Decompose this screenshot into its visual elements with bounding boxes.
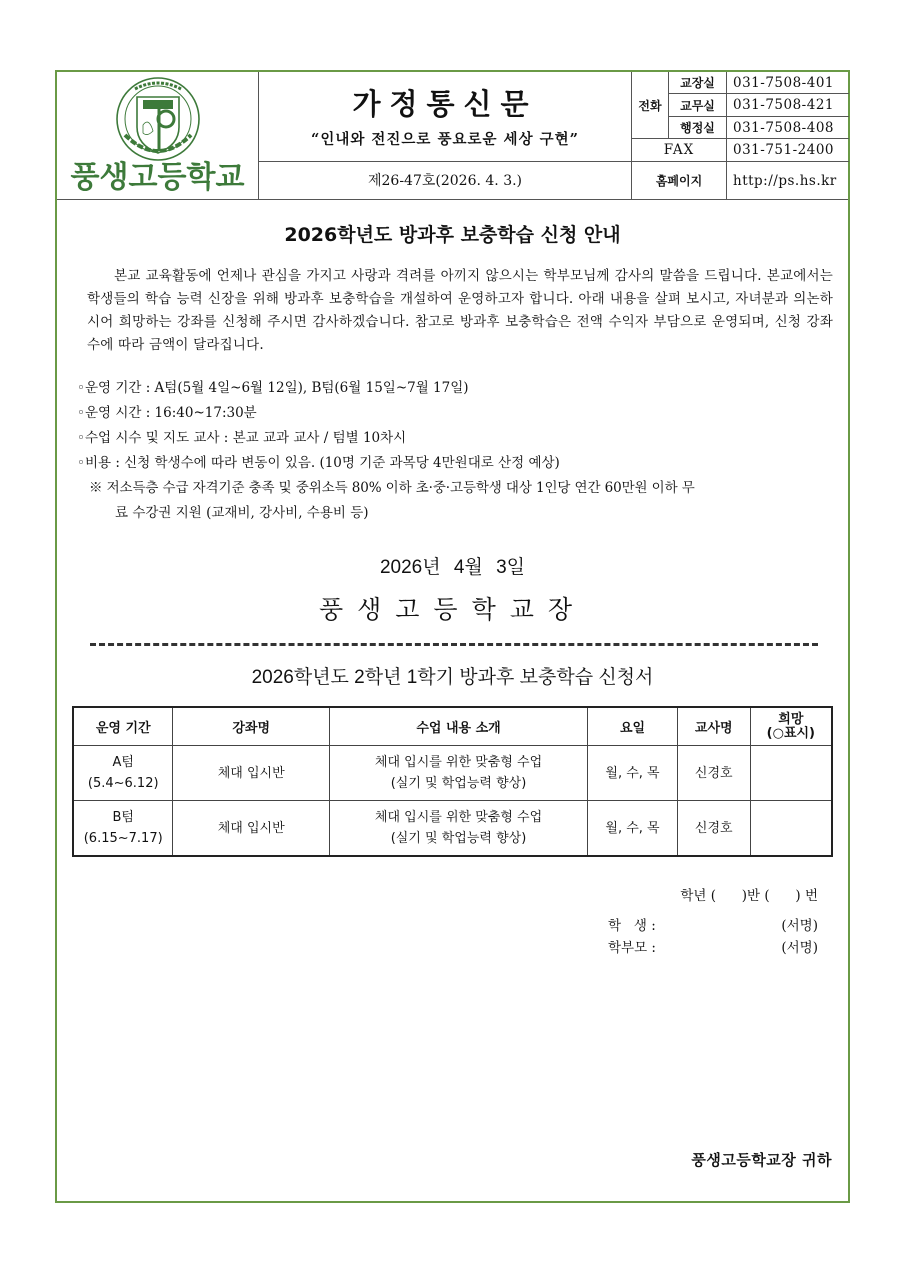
homepage-label: 홈페이지 bbox=[632, 161, 727, 199]
contact-cell bbox=[631, 72, 849, 199]
contact-label-principal: 교장실 bbox=[669, 72, 727, 94]
school-motto: “인내와 전진으로 풍요로운 세상 구현” bbox=[311, 131, 579, 148]
course-cell: 체대 입시반 bbox=[173, 746, 330, 801]
contact-label-admin: 행정실 bbox=[669, 117, 727, 139]
student-signature-field[interactable]: (서명) bbox=[781, 918, 818, 934]
col-period: 운영 기간 bbox=[73, 707, 173, 746]
info-period: ◦운영 기간 : A텀(5월 4일~6월 12일), B텀(6월 15일~7월 17일) bbox=[77, 380, 469, 396]
col-hope bbox=[750, 707, 832, 746]
description-cell bbox=[329, 746, 587, 801]
contact-value-admin: 031-7508-408 bbox=[727, 117, 849, 139]
term-dates: (6.15~7.17) bbox=[83, 831, 163, 846]
notice-title: 2026학년도 방과후 보충학습 신청 안내 bbox=[284, 224, 621, 246]
table-header-row bbox=[73, 707, 832, 746]
support-note-line2: 료 수강권 지원 (교재비, 강사비, 수용비 등) bbox=[115, 505, 369, 521]
table-row bbox=[73, 801, 832, 857]
info-teacher: ◦수업 시수 및 지도 교사 : 본교 교과 교사 / 텀별 10차시 bbox=[77, 430, 407, 446]
term-name: A텀 bbox=[112, 755, 134, 770]
class-number-field[interactable]: 학년 ( )반 ( ) 번 bbox=[680, 888, 818, 904]
period-cell bbox=[73, 801, 173, 857]
info-cost: ◦비용 : 신청 학생수에 따라 변동이 있음. (10명 기준 과목당 4만원대로 산정 예상) bbox=[77, 455, 560, 471]
newsletter-title: 가정통신문 bbox=[352, 87, 538, 121]
fax-value: 031-751-2400 bbox=[733, 142, 835, 158]
col-course: 강좌명 bbox=[173, 707, 330, 746]
fax-label: FAX bbox=[632, 139, 727, 161]
days-cell: 월, 수, 목 bbox=[588, 801, 678, 857]
document-frame bbox=[55, 70, 850, 1203]
homepage-link[interactable]: http://ps.hs.kr bbox=[727, 161, 849, 199]
contact-label-academic: 교무실 bbox=[669, 94, 727, 117]
period-cell bbox=[73, 746, 173, 801]
info-list bbox=[77, 376, 837, 526]
principal-signature: 풍생고등학교장 bbox=[318, 595, 587, 624]
col-description: 수업 내용 소개 bbox=[329, 707, 587, 746]
info-time: ◦운영 시간 : 16:40~17:30분 bbox=[77, 405, 257, 421]
contact-value-principal: 031-7508-401 bbox=[727, 72, 849, 94]
teacher-cell: 신경호 bbox=[677, 746, 750, 801]
term-dates: (5.4~6.12) bbox=[87, 776, 159, 791]
cut-line bbox=[90, 643, 818, 646]
addressee: 풍생고등학교장 귀하 bbox=[691, 1151, 832, 1169]
letterhead bbox=[57, 72, 848, 200]
col-hope-hint: (○표시) bbox=[766, 725, 815, 741]
col-teacher: 교사명 bbox=[677, 707, 750, 746]
title-cell bbox=[259, 72, 631, 199]
col-days: 요일 bbox=[588, 707, 678, 746]
school-name-logo: 풍생고등학교 bbox=[70, 160, 245, 195]
support-note-line1: ※ 저소득층 수급 자격기준 충족 및 중위소득 80% 이하 초·중·고등학생 대상 1인당 연간 60만원 이하 무 bbox=[89, 480, 695, 496]
col-hope-label: 희망 bbox=[778, 711, 804, 727]
description-line2: (실기 및 학업능력 향상) bbox=[390, 831, 527, 846]
hope-checkbox-cell[interactable] bbox=[750, 746, 832, 801]
hope-checkbox-cell[interactable] bbox=[750, 801, 832, 857]
description-line2: (실기 및 학업능력 향상) bbox=[390, 776, 527, 791]
description-line1: 체대 입시를 위한 맞춤형 수업 bbox=[374, 810, 543, 825]
table-row bbox=[73, 746, 832, 801]
contact-value-academic: 031-7508-421 bbox=[727, 94, 849, 117]
description-cell bbox=[329, 801, 587, 857]
parent-signature-field[interactable]: (서명) bbox=[781, 940, 818, 956]
description-line1: 체대 입시를 위한 맞춤형 수업 bbox=[374, 755, 543, 770]
issue-number: 제26-47호(2026. 4. 3.) bbox=[259, 161, 631, 200]
teacher-cell: 신경호 bbox=[677, 801, 750, 857]
notice-paragraph: 본교 교육활동에 언제나 관심을 가지고 사랑과 격려를 아끼지 않으시는 학부모님께 감사의 말씀을 드립니다. 본교에서는 학생들의 학습 능력 신장을 위해 방과후 보충학습을 개설하여 운영하고자 합니다. 아래 내용을 살펴 보시고, 자녀분과 의논하시어 희망하는 강좌를 신청해 주시면 감사하겠습니다. 참고로 방과후 보충학습은 전액 수익자 부담으로 운영되며, 신청 강좌 수에 따라 금액이 달라집니다. bbox=[87, 268, 833, 353]
application-table bbox=[72, 706, 833, 857]
support-note bbox=[77, 476, 837, 526]
phone-label: 전화 bbox=[632, 72, 669, 139]
term-name: B텀 bbox=[112, 810, 134, 825]
school-emblem-icon bbox=[113, 75, 203, 163]
issue-date: 2026년 4월 3일 bbox=[379, 557, 526, 578]
logo-cell bbox=[57, 72, 259, 199]
student-label: 학 생 : bbox=[608, 918, 656, 934]
form-title: 2026학년도 2학년 1학기 방과후 보충학습 신청서 bbox=[251, 667, 654, 688]
days-cell: 월, 수, 목 bbox=[588, 746, 678, 801]
parent-label: 학부모 : bbox=[608, 940, 656, 956]
course-cell: 체대 입시반 bbox=[173, 801, 330, 857]
